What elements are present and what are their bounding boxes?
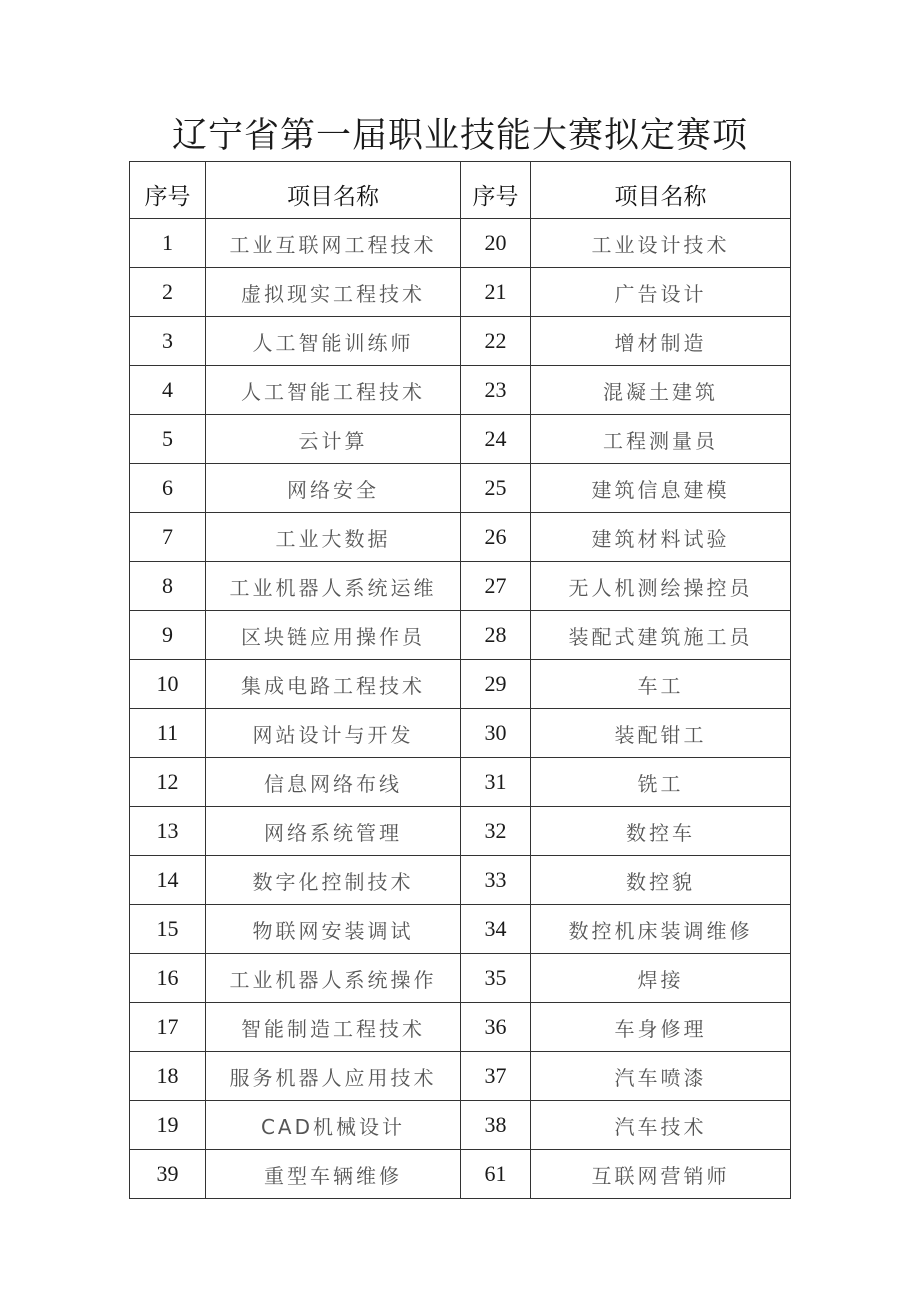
- table-row: [130, 219, 791, 268]
- table-row: [130, 807, 791, 856]
- row-seq-left: 5: [130, 415, 206, 464]
- row-name-right: 铣工: [531, 758, 791, 807]
- table-row: [130, 366, 791, 415]
- row-seq-left: 17: [130, 1003, 206, 1052]
- row-seq-right: 36: [461, 1003, 531, 1052]
- row-seq-right: 35: [461, 954, 531, 1003]
- table-row: [130, 905, 791, 954]
- row-name-right: 数控貌: [531, 856, 791, 905]
- row-seq-left: 8: [130, 562, 206, 611]
- row-name-left: 集成电路工程技术: [206, 660, 461, 709]
- row-name-left: 网络安全: [206, 464, 461, 513]
- row-name-left: 物联网安装调试: [206, 905, 461, 954]
- row-seq-right: 28: [461, 611, 531, 660]
- row-name-right: 汽车技术: [531, 1101, 791, 1150]
- row-name-right: 广告设计: [531, 268, 791, 317]
- row-name-right: 工程测量员: [531, 415, 791, 464]
- row-name-left: 人工智能训练师: [206, 317, 461, 366]
- row-name-left: 工业机器人系统运维: [206, 562, 461, 611]
- table-row: [130, 758, 791, 807]
- row-seq-right: 32: [461, 807, 531, 856]
- row-seq-right: 37: [461, 1052, 531, 1101]
- table-header-row: [130, 162, 791, 219]
- header-seq-right: 序号: [461, 162, 531, 219]
- row-name-right: 焊接: [531, 954, 791, 1003]
- row-seq-right: 23: [461, 366, 531, 415]
- row-name-right: 互联网营销师: [531, 1150, 791, 1199]
- row-seq-left: 3: [130, 317, 206, 366]
- row-seq-right: 33: [461, 856, 531, 905]
- row-name-right: 装配式建筑施工员: [531, 611, 791, 660]
- row-name-right: 无人机测绘操控员: [531, 562, 791, 611]
- table-row: [130, 513, 791, 562]
- row-name-right: 车身修理: [531, 1003, 791, 1052]
- table-row: [130, 464, 791, 513]
- row-name-right: 数控车: [531, 807, 791, 856]
- row-seq-right: 22: [461, 317, 531, 366]
- document-title: 辽宁省第一届职业技能大赛拟定赛项: [171, 116, 748, 156]
- row-name-left: CAD机械设计: [206, 1101, 461, 1150]
- row-name-left: 云计算: [206, 415, 461, 464]
- table-row: [130, 415, 791, 464]
- row-seq-right: 38: [461, 1101, 531, 1150]
- row-name-left: 人工智能工程技术: [206, 366, 461, 415]
- table-row: [130, 268, 791, 317]
- row-seq-right: 25: [461, 464, 531, 513]
- row-seq-right: 21: [461, 268, 531, 317]
- row-seq-left: 9: [130, 611, 206, 660]
- row-name-right: 混凝土建筑: [531, 366, 791, 415]
- header-name-right: 项目名称: [531, 162, 791, 219]
- table-row: [130, 954, 791, 1003]
- row-name-left: 数字化控制技术: [206, 856, 461, 905]
- row-name-left: 网站设计与开发: [206, 709, 461, 758]
- table-row: [130, 709, 791, 758]
- row-name-left: 工业互联网工程技术: [206, 219, 461, 268]
- row-seq-left: 14: [130, 856, 206, 905]
- row-seq-right: 26: [461, 513, 531, 562]
- row-seq-left: 18: [130, 1052, 206, 1101]
- row-seq-left: 15: [130, 905, 206, 954]
- row-seq-right: 27: [461, 562, 531, 611]
- row-name-right: 工业设计技术: [531, 219, 791, 268]
- row-seq-left: 13: [130, 807, 206, 856]
- table-row: [130, 1052, 791, 1101]
- header-seq-left: 序号: [130, 162, 206, 219]
- row-seq-left: 11: [130, 709, 206, 758]
- row-seq-left: 10: [130, 660, 206, 709]
- row-seq-right: 31: [461, 758, 531, 807]
- row-name-left: 信息网络布线: [206, 758, 461, 807]
- row-name-left: 重型车辆维修: [206, 1150, 461, 1199]
- row-seq-right: 20: [461, 219, 531, 268]
- row-seq-left: 16: [130, 954, 206, 1003]
- row-name-right: 建筑材料试验: [531, 513, 791, 562]
- table-row: [130, 660, 791, 709]
- table-row: [130, 1101, 791, 1150]
- row-seq-right: 29: [461, 660, 531, 709]
- row-seq-right: 24: [461, 415, 531, 464]
- row-seq-left: 4: [130, 366, 206, 415]
- row-seq-left: 39: [130, 1150, 206, 1199]
- table-row: [130, 1150, 791, 1199]
- row-name-right: 装配钳工: [531, 709, 791, 758]
- competition-items-table: [129, 161, 791, 1199]
- row-name-right: 增材制造: [531, 317, 791, 366]
- row-seq-right: 30: [461, 709, 531, 758]
- header-name-left: 项目名称: [206, 162, 461, 219]
- row-name-left: 工业机器人系统操作: [206, 954, 461, 1003]
- table-row: [130, 856, 791, 905]
- row-name-left: 网络系统管理: [206, 807, 461, 856]
- row-seq-right: 61: [461, 1150, 531, 1199]
- row-name-right: 汽车喷漆: [531, 1052, 791, 1101]
- row-seq-left: 2: [130, 268, 206, 317]
- row-name-right: 建筑信息建模: [531, 464, 791, 513]
- row-seq-right: 34: [461, 905, 531, 954]
- table-row: [130, 562, 791, 611]
- row-name-left: 区块链应用操作员: [206, 611, 461, 660]
- row-name-left: 工业大数据: [206, 513, 461, 562]
- row-seq-left: 1: [130, 219, 206, 268]
- row-name-right: 车工: [531, 660, 791, 709]
- row-seq-left: 7: [130, 513, 206, 562]
- row-name-right: 数控机床装调维修: [531, 905, 791, 954]
- table-row: [130, 1003, 791, 1052]
- table-row: [130, 317, 791, 366]
- row-seq-left: 6: [130, 464, 206, 513]
- row-name-left: 虚拟现实工程技术: [206, 268, 461, 317]
- row-name-left: 服务机器人应用技术: [206, 1052, 461, 1101]
- row-seq-left: 12: [130, 758, 206, 807]
- row-name-left: 智能制造工程技术: [206, 1003, 461, 1052]
- row-seq-left: 19: [130, 1101, 206, 1150]
- table-row: [130, 611, 791, 660]
